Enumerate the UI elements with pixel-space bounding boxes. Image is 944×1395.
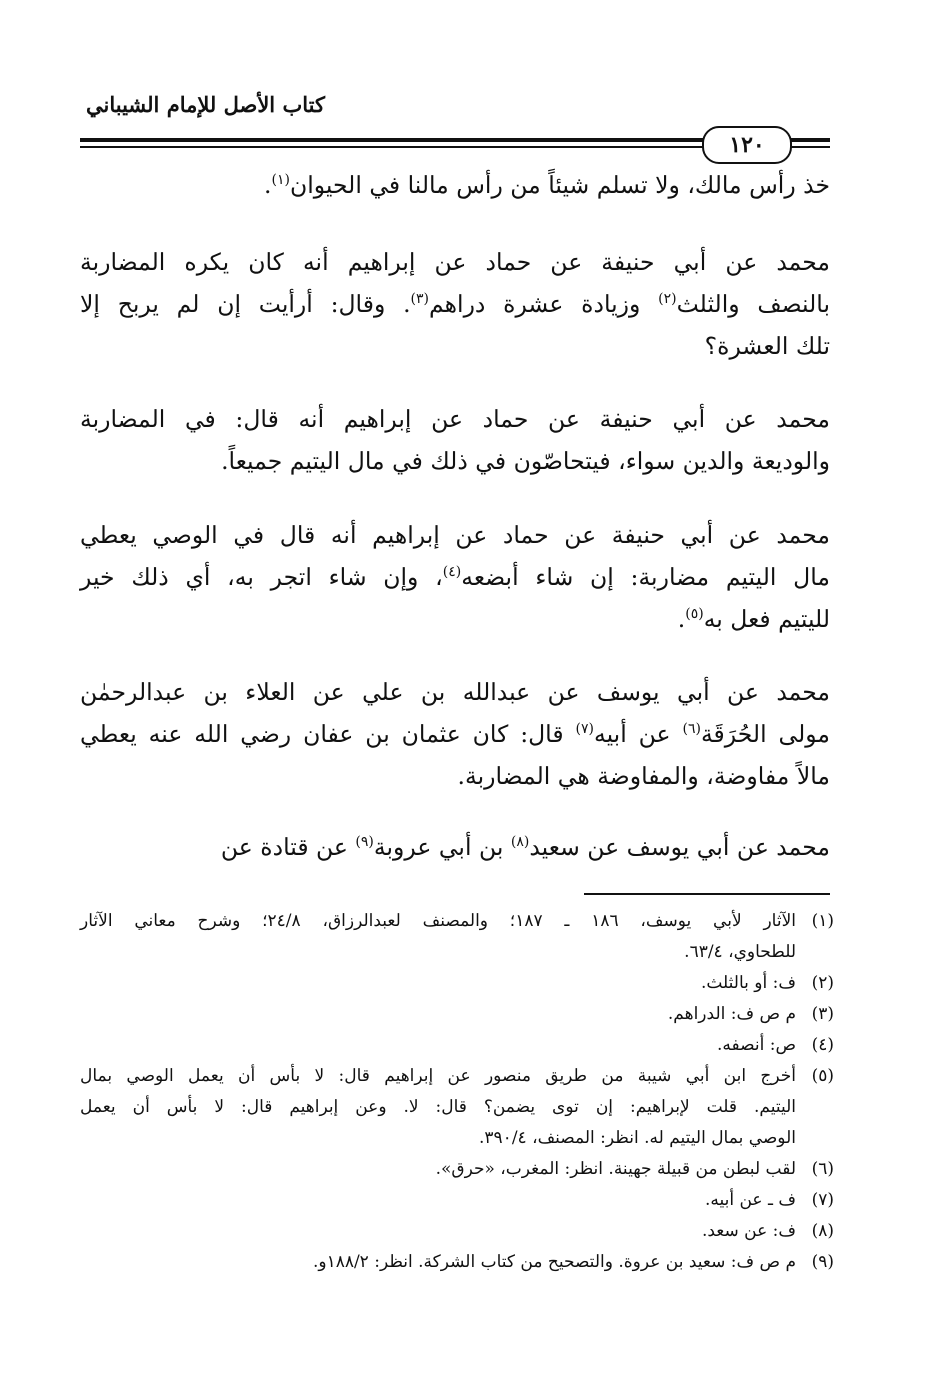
footnote-separator [584, 893, 830, 895]
text-segment: مولى الحُرَقَة [700, 720, 830, 748]
footnote-marker: (٦) [682, 721, 701, 738]
text-segment: لليتيم فعل به [703, 605, 830, 633]
text-segment: . وقال: أرأيت إن لم يربح إلا [80, 290, 411, 318]
footnote-line: م ص ف: الدراهم. [667, 1004, 796, 1024]
footnote-line: ص: أنصفه. [717, 1035, 796, 1055]
footnote-text [80, 1030, 796, 1061]
paragraph [80, 826, 830, 868]
footnote-number: (١) [811, 911, 834, 931]
footnote-marker: (٧) [575, 721, 594, 738]
paragraph [80, 514, 830, 640]
footnote-marker: (٤) [442, 564, 462, 581]
footnote [80, 1061, 834, 1154]
text-line [80, 826, 830, 868]
running-title: كتاب الأصل للإمام الشيباني [86, 92, 325, 117]
text-segment: عن أبيه [593, 720, 683, 748]
footnote [80, 999, 834, 1030]
footnote [80, 1185, 834, 1216]
text-segment: بالنصف والثلث [676, 290, 830, 318]
footnote-number: (٣) [811, 1004, 834, 1024]
text-line [80, 241, 830, 283]
footnote-number: (٩) [811, 1252, 834, 1272]
footnote-text [80, 906, 796, 968]
text-line [80, 514, 830, 556]
text-segment: والوديعة والدين سواء، فيتحاصّون في ذلك في مال اليتيم جميعاً. [221, 447, 830, 475]
paragraph [80, 671, 830, 797]
footnote-number: (٨) [811, 1221, 834, 1241]
text-line [80, 713, 830, 755]
text-segment: محمد عن أبي يوسف عن عبدالله بن علي عن العلاء بن عبدالرحمٰن [80, 678, 830, 706]
footnote-line: أخرج ابن أبي شيبة من طريق منصور عن إبراهيم قال: لا بأس أن يعمل الوصي بمال [80, 1066, 796, 1086]
footnote-line: للطحاوي، ٦٣/٤. [684, 942, 796, 962]
footnote [80, 1247, 834, 1278]
text-segment: . [264, 171, 272, 199]
footnote-marker: (٥) [685, 606, 704, 623]
text-segment: عن قتادة عن [220, 833, 356, 861]
text-segment: محمد عن أبي يوسف عن سعيد [529, 833, 830, 861]
text-line [80, 164, 830, 206]
text-segment: محمد عن أبي حنيفة عن حماد عن إبراهيم أنه قال في الوصي يعطي [80, 521, 830, 549]
footnote-number: (٥) [811, 1066, 834, 1086]
text-segment: محمد عن أبي حنيفة عن حماد عن إبراهيم أنه كان يكره المضاربة [80, 248, 830, 276]
paragraph [80, 398, 830, 482]
footnote-text [80, 1185, 796, 1216]
footnote [80, 968, 834, 999]
footnote-line: الآثار لأبي يوسف، ١٨٦ ـ ١٨٧؛ والمصنف لعبدالرزاق، ٢٤/٨؛ وشرح معاني الآثار [80, 911, 796, 931]
footnote-marker: (٩) [355, 834, 374, 851]
footnote-line: ف ـ عن أبيه. [704, 1190, 796, 1210]
footnote-number: (٦) [811, 1159, 834, 1179]
page-number: ١٢٠ [702, 126, 792, 164]
footnote [80, 1216, 834, 1247]
footnote-marker: (١) [271, 172, 290, 189]
text-segment: . [677, 605, 686, 633]
footnote-line: م ص ف: سعيد بن عروة. والتصحيح من كتاب الشركة. انظر: ١٨٨/٢و. [312, 1252, 796, 1272]
text-segment: قال: كان عثمان بن عفان رضي الله عنه يعطي [80, 720, 576, 748]
text-segment: تلك العشرة؟ [704, 332, 830, 360]
footnote-line: لقب لبطن من قبيلة جهينة. انظر: المغرب، «حرق». [435, 1159, 796, 1179]
footnote [80, 1154, 834, 1185]
paragraph [80, 164, 830, 206]
text-line [80, 283, 830, 325]
text-line [80, 556, 830, 598]
text-segment: مال اليتيم مضاربة: إن شاء أبضعه [461, 563, 830, 591]
footnote-number: (٤) [811, 1035, 834, 1055]
text-line [80, 671, 830, 713]
text-line [80, 398, 830, 440]
footnote-line: الوصي بمال اليتيم له. انظر: المصنف، ٣٩٠/٤. [479, 1128, 796, 1148]
footnote-marker: (٢) [658, 291, 677, 308]
footnote-text [80, 999, 796, 1030]
text-line [80, 755, 830, 797]
footnote-number: (٢) [811, 973, 834, 993]
text-line [80, 325, 830, 367]
footnote-text [80, 1247, 796, 1278]
footnote-text [80, 1216, 796, 1247]
text-line [80, 598, 830, 640]
text-segment: خذ رأس مالك، ولا تسلم شيئاً من رأس مالنا في الحيوان [289, 171, 830, 199]
footnote-marker: (٨) [510, 834, 530, 851]
footnote-line: ف: عن سعد. [701, 1221, 796, 1241]
footnote [80, 1030, 834, 1061]
footnote-text [80, 1061, 796, 1154]
footnote-line: ف: أو بالثلث. [700, 973, 796, 993]
footnote-text [80, 1154, 796, 1185]
text-segment: ، وإن شاء اتجر به، أي ذلك خير [80, 563, 443, 591]
footnote-marker: (٣) [410, 291, 430, 308]
text-segment: بن أبي عروبة [373, 833, 511, 861]
footnote-line: اليتيم. قلت لإبراهيم: إن توى يضمن؟ قال: لا. وعن إبراهيم قال: لا بأس أن يعمل [80, 1097, 796, 1117]
paragraph [80, 241, 830, 367]
footnote-text [80, 968, 796, 999]
text-line [80, 440, 830, 482]
footnote [80, 906, 834, 968]
text-segment: مالاً مفاوضة، والمفاوضة هي المضاربة. [457, 762, 830, 790]
text-segment: محمد عن أبي حنيفة عن حماد عن إبراهيم أنه قال: في المضاربة [80, 405, 830, 433]
text-segment: وزيادة عشرة دراهم [429, 290, 659, 318]
footnotes [80, 906, 834, 1278]
footnote-number: (٧) [811, 1190, 834, 1210]
